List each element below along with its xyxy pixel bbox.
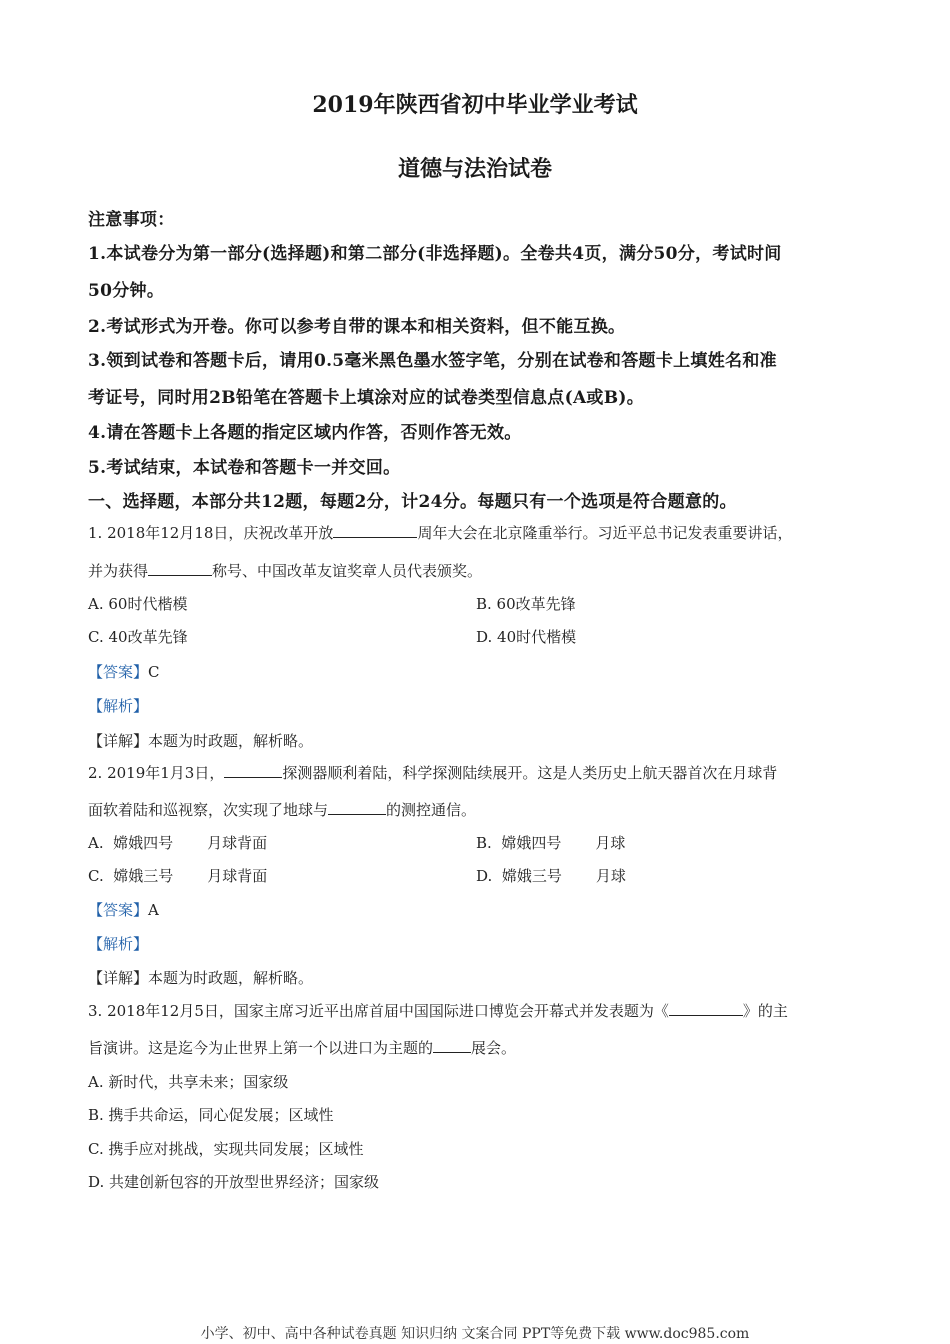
question-3-option-d: D. 共建创新包容的开放型世界经济；国家级	[88, 1173, 380, 1191]
question-2-stem-part: 面软着陆和巡视察，次实现了地球与	[88, 801, 329, 819]
question-2-stem	[88, 762, 777, 783]
answer-blank	[148, 560, 212, 576]
question-3-option-c: C. 携手应对挑战，实现共同发展；区域性	[88, 1140, 364, 1158]
question-2-answer	[88, 899, 159, 920]
question-1-stem	[88, 522, 792, 543]
option-letter: C.	[88, 867, 104, 885]
question-1-stem-part: 并为获得	[88, 562, 149, 580]
question-1-option-b: B. 60改革先锋	[476, 595, 576, 613]
option-first: 嫦娥四号	[501, 834, 562, 852]
question-3-stem-part: 旨演讲。这是迄今为止世界上第一个以进口为主题的	[88, 1039, 434, 1057]
notice-item-1-cont: 50分钟。	[88, 281, 165, 301]
question-2-option-b	[476, 832, 625, 853]
question-2-stem-part: 的测控通信。	[386, 801, 477, 819]
question-3-stem	[88, 1000, 788, 1021]
question-2-analysis-label: 【解析】	[88, 935, 149, 953]
option-letter: D.	[476, 867, 493, 885]
question-3-option-b: B. 携手共命运，同心促发展；区域性	[88, 1106, 334, 1124]
question-1-detail: 【详解】本题为时政题，解析略。	[88, 732, 314, 750]
section-heading: 一、选择题，本部分共12题，每题2分，计24分。每题只有一个选项是符合题意的。	[88, 492, 737, 512]
question-1-stem-cont	[88, 560, 482, 581]
answer-blank	[333, 522, 417, 538]
notice-item-5: 5.考试结束，本试卷和答题卡一并交回。	[88, 458, 401, 478]
option-letter: B.	[476, 834, 492, 852]
answer-blank	[224, 762, 282, 778]
question-1-stem-part: 1. 2018年12月18日，庆祝改革开放	[88, 524, 334, 542]
notice-item-3: 3.领到试卷和答题卡后，请用0.5毫米黑色墨水签字笔，分别在试卷和答题卡上填姓名和准	[88, 351, 777, 371]
notice-item-1: 1.本试卷分为第一部分(选择题)和第二部分(非选择题)。全卷共4页，满分50分，考试时间	[88, 244, 782, 264]
question-1-analysis-label: 【解析】	[88, 697, 149, 715]
question-3-option-a: A. 新时代，共享未来；国家级	[88, 1073, 289, 1091]
exam-title: 2019年陕西省初中毕业学业考试	[312, 92, 638, 118]
question-1-option-a: A. 60时代楷模	[88, 595, 188, 613]
question-2-detail: 【详解】本题为时政题，解析略。	[88, 969, 314, 987]
option-second: 月球背面	[207, 867, 268, 885]
answer-blank	[328, 799, 386, 815]
notice-heading: 注意事项：	[88, 210, 175, 230]
option-second: 月球背面	[207, 834, 268, 852]
question-1-stem-part: 周年大会在北京隆重举行。习近平总书记发表重要讲话，	[417, 524, 793, 542]
question-2-option-c	[88, 865, 267, 886]
option-first: 嫦娥三号	[113, 867, 174, 885]
answer-value: A	[148, 901, 159, 919]
option-letter: A.	[88, 834, 104, 852]
question-3-stem-part: 3. 2018年12月5日，国家主席习近平出席首届中国国际进口博览会开幕式并发表题为《	[88, 1002, 669, 1020]
answer-label: 【答案】	[88, 663, 149, 681]
question-3-stem-part: 展会。	[471, 1039, 517, 1057]
question-1-stem-part: 称号、中国改革友谊奖章人员代表颁奖。	[212, 562, 483, 580]
option-first: 嫦娥三号	[501, 867, 562, 885]
question-2-option-d	[476, 865, 626, 886]
notice-item-3-cont: 考证号，同时用2B铅笔在答题卡上填涂对应的试卷类型信息点(A或B)。	[88, 388, 645, 408]
question-1-answer	[88, 661, 160, 682]
question-1-option-d: D. 40时代楷模	[476, 628, 577, 646]
answer-blank	[669, 1000, 743, 1016]
option-first: 嫦娥四号	[113, 834, 174, 852]
question-2-stem-part: 探测器顺利着陆，科学探测陆续展开。这是人类历史上航天器首次在月球背	[282, 764, 778, 782]
question-2-stem-cont	[88, 799, 476, 820]
page-footer: 小学、初中、高中各种试卷真题 知识归纳 文案合同 PPT等免费下载 www.doc985.com	[200, 1326, 750, 1342]
question-3-stem-part: 》的主	[742, 1002, 788, 1020]
answer-value: C	[148, 663, 160, 681]
question-1-option-c: C. 40改革先锋	[88, 628, 188, 646]
question-2-stem-part: 2. 2019年1月3日，	[88, 764, 225, 782]
answer-label: 【答案】	[88, 901, 149, 919]
option-second: 月球	[595, 867, 626, 885]
option-second: 月球	[595, 834, 626, 852]
notice-item-2: 2.考试形式为开卷。你可以参考自带的课本和相关资料，但不能互换。	[88, 317, 626, 337]
notice-item-4: 4.请在答题卡上各题的指定区域内作答，否则作答无效。	[88, 423, 522, 443]
answer-blank	[433, 1037, 471, 1053]
question-3-stem-cont	[88, 1037, 516, 1058]
exam-subtitle: 道德与法治试卷	[397, 156, 552, 182]
question-2-option-a	[88, 832, 267, 853]
